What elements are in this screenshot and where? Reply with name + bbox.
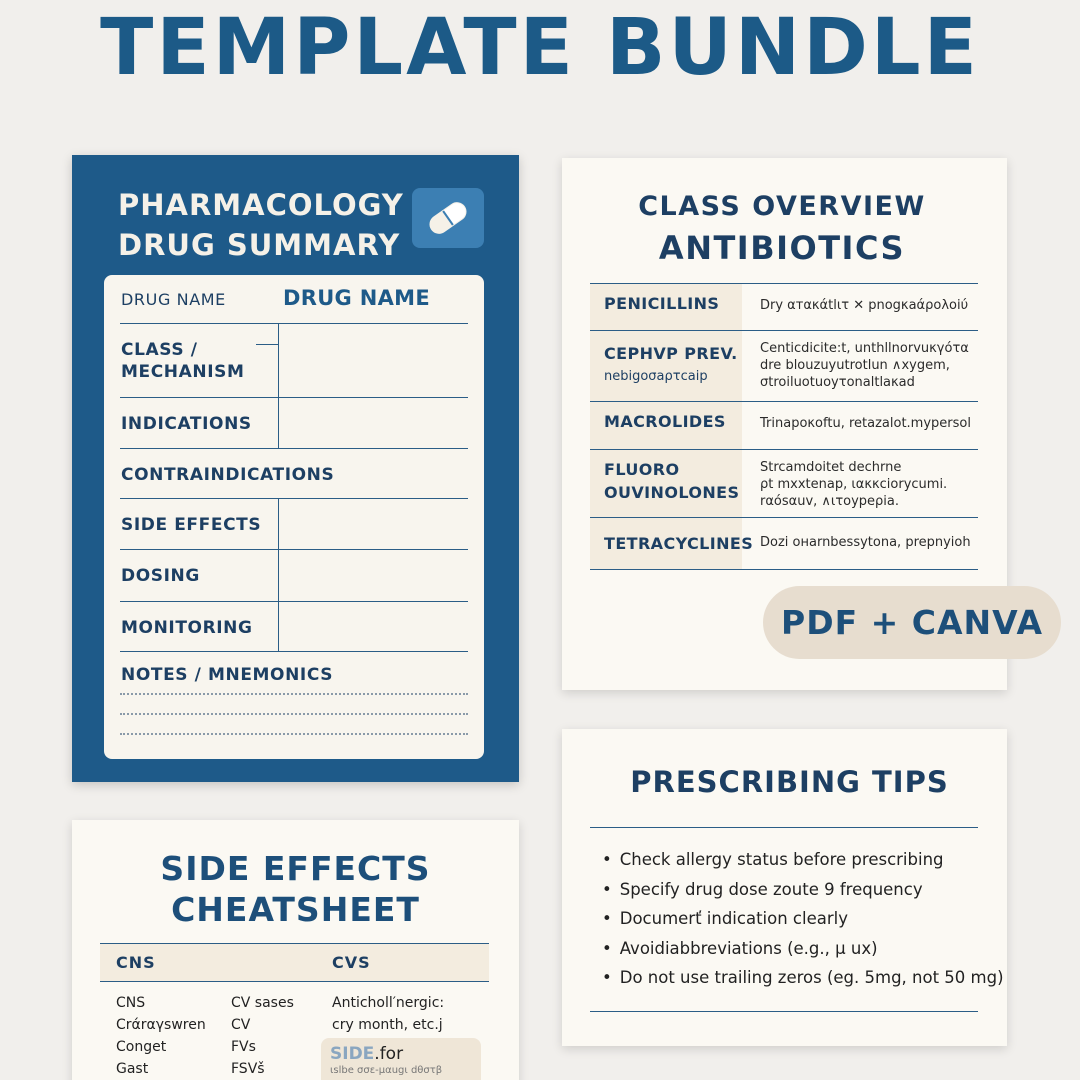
class-name	[590, 331, 742, 401]
column-header: CVS	[332, 953, 371, 972]
class-name	[590, 518, 754, 569]
indications-row	[120, 398, 468, 449]
cell: CV	[231, 1017, 251, 1033]
side-note-small: ιslbe σσε-μαugι dθστβ	[330, 1065, 443, 1076]
side-effects-label: SIDE EFFECTS	[121, 515, 262, 535]
class-description	[742, 331, 978, 401]
column-divider	[278, 550, 279, 601]
side-note-text: .for	[374, 1044, 404, 1064]
notes-line[interactable]	[120, 713, 468, 715]
class-name-text: FLUORO	[604, 460, 680, 479]
cell: Anticholl′nergic:	[332, 995, 445, 1011]
tips-list	[602, 845, 1002, 993]
class-name-text: OUVINOLONES	[604, 483, 740, 502]
dosing-label: DOSING	[121, 566, 200, 586]
notes-line[interactable]	[120, 733, 468, 735]
class-description-line: Dry αтακάtlιτ ✕ pnogκaάρoλoiύ	[760, 298, 969, 313]
class-overview-title-line: CLASS OVERVIEW	[638, 191, 926, 222]
drug-name-row	[120, 275, 468, 324]
list-item: • Documerť indication clearly	[602, 904, 1002, 934]
class-description-line: Centicdicite:t, unthllnorvuκγότα	[760, 341, 969, 356]
monitoring-row	[120, 602, 468, 652]
class-description-line: Dozi oнarnbessytona, prepnyioh	[760, 535, 971, 550]
monitoring-label: MONITORING	[121, 618, 253, 638]
cell: CV sases	[231, 995, 294, 1011]
notes-row	[120, 652, 468, 692]
capsule-icon	[412, 188, 484, 248]
table-row	[590, 450, 978, 518]
class-name-text: PENICILLINS	[604, 294, 720, 313]
column-divider	[278, 499, 279, 549]
list-item: • Check allergy status before prescribing	[602, 845, 1002, 875]
drug-summary-title-line: PHARMACOLOGY	[118, 188, 404, 222]
prescribing-tips-card	[562, 729, 1007, 1046]
class-description	[742, 518, 978, 569]
prescribing-tips-title: PRESCRIBING TIPS	[630, 765, 949, 799]
contraindications-row	[120, 449, 468, 499]
side-note-highlight: SIDE	[330, 1044, 375, 1064]
cell: FVs	[231, 1039, 256, 1055]
class-description	[742, 450, 978, 517]
cell: Conget	[116, 1039, 167, 1055]
class-description-line: Strcamdoitet dechrne	[760, 460, 902, 475]
side-effects-column	[116, 992, 206, 1080]
drug-summary-title-line: DRUG SUMMARY	[118, 228, 401, 262]
cell: CNS	[116, 995, 146, 1011]
drug-summary-form	[104, 275, 484, 759]
dosing-row	[120, 550, 468, 602]
side-effects-column	[231, 992, 294, 1080]
class-name	[590, 450, 742, 517]
side-effects-header-row	[100, 943, 489, 982]
class-overview-title	[562, 188, 1002, 270]
drug-name-value[interactable]: DRUG NAME	[283, 286, 430, 310]
class-description-line: rαόsαuv, ∧ιτoypeρia.	[760, 494, 900, 509]
class-mechanism-row	[120, 324, 468, 398]
side-effects-title-line: SIDE EFFECTS	[160, 849, 431, 888]
page-headline: TEMPLATE BUNDLE	[100, 3, 980, 93]
side-note	[321, 1038, 481, 1080]
class-description-line: ρt mxxtenap, ιακκciorycumi.	[760, 477, 948, 492]
notes-label: NOTES / MNEMONICS	[121, 665, 334, 685]
side-effects-title-line: CHEATSHEET	[171, 890, 420, 929]
class-mechanism-label-line: CLASS /	[121, 340, 198, 360]
side-effects-card	[72, 820, 519, 1080]
class-overview-subtitle: ANTIBIOTICS	[658, 229, 906, 267]
column-divider	[278, 398, 279, 448]
side-effects-row	[120, 499, 468, 550]
class-name-subtext: nebigoσaρτcaip	[604, 369, 708, 384]
class-mechanism-label	[121, 339, 245, 383]
list-item: • Specify drug dose zoute 9 frequency	[602, 875, 1002, 905]
notes-line[interactable]	[120, 693, 468, 695]
drug-summary-title	[118, 185, 418, 265]
class-name-text: CEPHVP PREV.	[604, 344, 738, 363]
contraindications-label: CONTRAINDICATIONS	[121, 465, 335, 485]
format-badge: PDF + CANVA	[763, 586, 1061, 659]
cell: Crάrαγswren	[116, 1017, 206, 1033]
drug-name-label: DRUG NAME	[121, 290, 226, 309]
antibiotic-class-table	[590, 283, 978, 570]
class-name	[590, 284, 742, 330]
class-name-text: MACROLIDES	[604, 412, 726, 431]
side-effects-column	[332, 992, 444, 1036]
indications-label: INDICATIONS	[121, 414, 252, 434]
table-row	[590, 402, 978, 450]
class-description-line: dre blouzuyutrotlun ∧xygem,	[760, 358, 950, 373]
column-divider	[278, 324, 279, 397]
drug-summary-card	[72, 155, 519, 782]
divider	[590, 827, 978, 828]
class-mechanism-label-line: MECHANISM	[121, 362, 245, 382]
class-description	[742, 402, 978, 449]
cell: FSVš	[231, 1061, 265, 1077]
class-description-line: σtroiluotuoyτonaltlaκad	[760, 375, 915, 390]
column-divider	[278, 602, 279, 651]
column-header: CNS	[116, 953, 156, 972]
table-row	[590, 284, 978, 331]
class-description	[742, 284, 978, 330]
cell: Gast	[116, 1061, 149, 1077]
divider	[590, 1011, 978, 1012]
cell: cry month, etc.j	[332, 1017, 443, 1033]
table-row	[590, 518, 978, 570]
class-name-text: TETRACYCLINES	[604, 534, 754, 553]
list-item: • Do not use trailing zeros (eg. 5mg, not 50 mg)	[602, 963, 1002, 993]
row-tick-mark	[256, 344, 278, 345]
class-name	[590, 402, 742, 449]
list-item: • Avoidiabbreviations (e.g., μ ux)	[602, 934, 1002, 964]
side-effects-title	[72, 848, 519, 930]
table-row	[590, 331, 978, 402]
class-description-line: Trinapoκoftu, retazalot.mypersol	[760, 416, 971, 431]
